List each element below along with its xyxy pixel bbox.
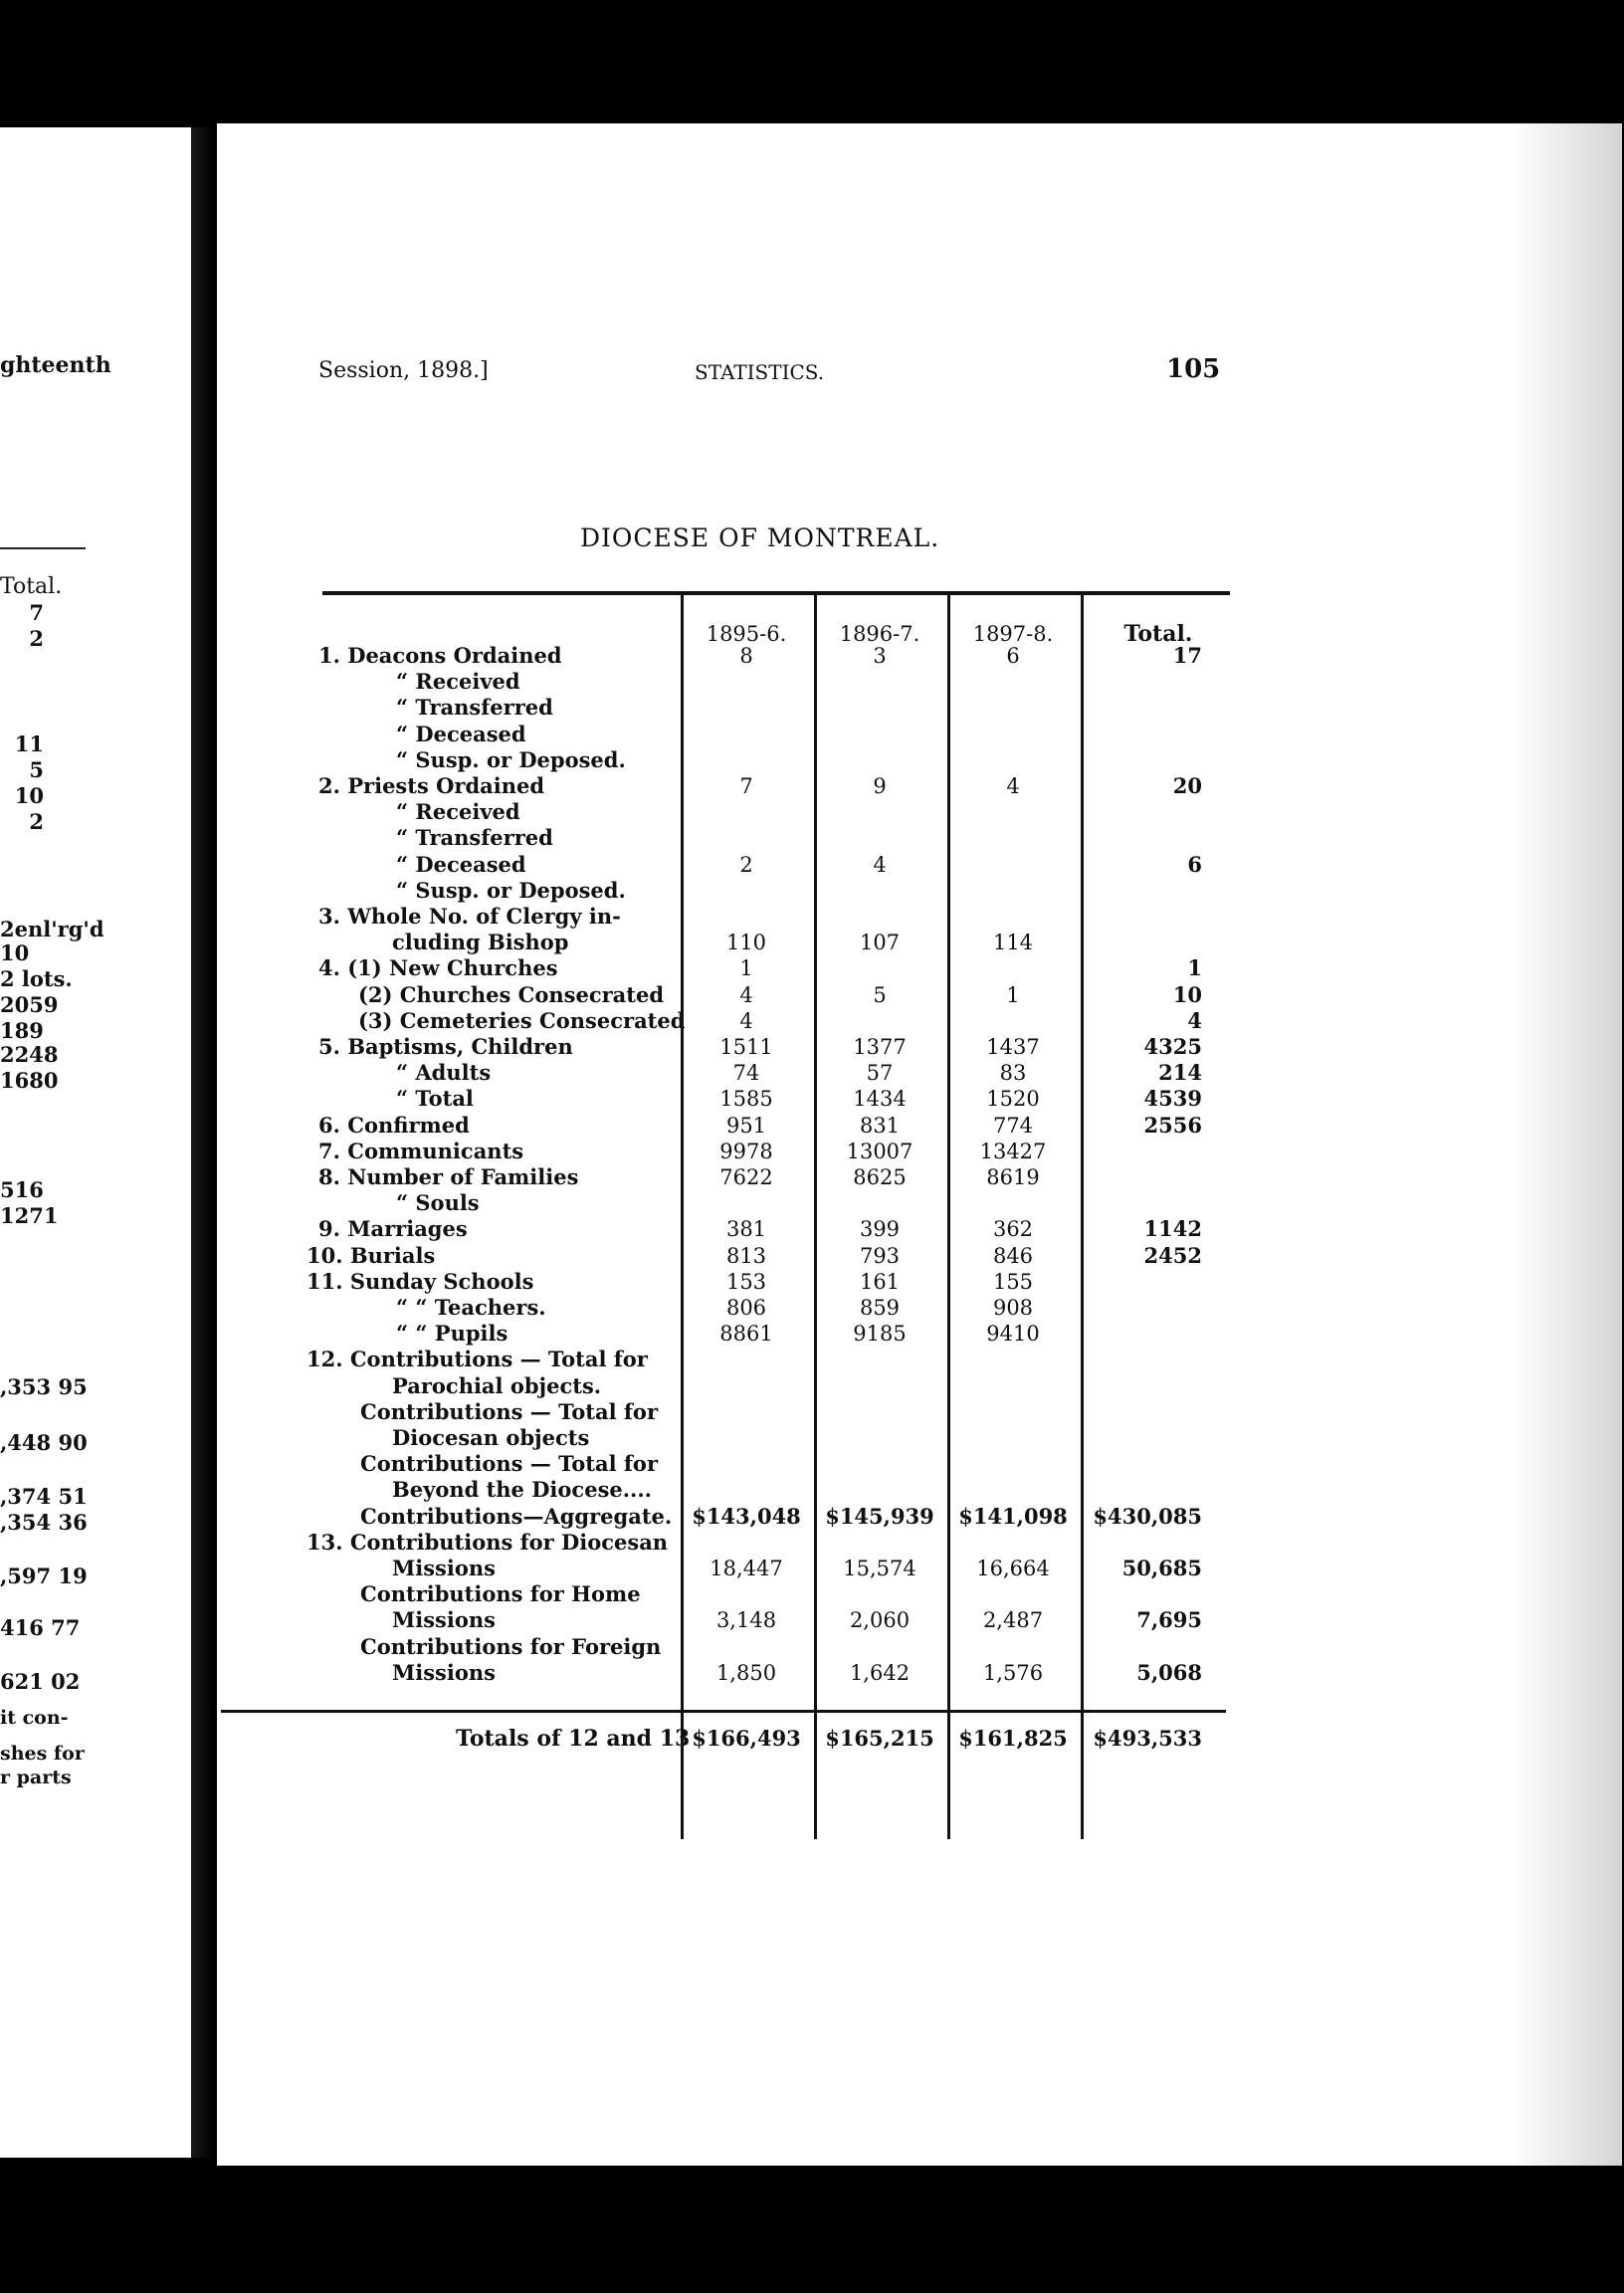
row-value: 107: [859, 931, 901, 955]
row-value: 4: [1006, 774, 1020, 798]
row-value: 6: [1187, 851, 1202, 877]
column-header: 1897-8.: [972, 622, 1054, 646]
row-value: 831: [859, 1113, 901, 1138]
left-money-value: ,597 19: [0, 1563, 88, 1588]
row-value: 13007: [846, 1139, 914, 1163]
row-value: 83: [999, 1061, 1027, 1086]
column-rule: [947, 595, 950, 1839]
row-value: 5,068: [1136, 1659, 1202, 1685]
row-value: 153: [725, 1269, 767, 1294]
row-value: 1,642: [849, 1660, 911, 1685]
row-value: 74: [732, 1061, 760, 1086]
row-value: 1520: [986, 1087, 1040, 1112]
row-label: “ Susp. or Deposed.: [396, 746, 626, 772]
row-value: 8: [739, 644, 753, 668]
row-value: 793: [859, 1243, 901, 1268]
row-value: 1: [739, 956, 753, 981]
row-label: 1. Deacons Ordained: [318, 643, 562, 668]
row-value: 17: [1172, 643, 1202, 668]
row-value: 20: [1172, 773, 1202, 798]
totals-value: $493,533: [1093, 1726, 1202, 1751]
page-edge-shadow: [1511, 123, 1622, 2166]
row-label: Parochial objects.: [392, 1372, 602, 1398]
row-label: “ “ Teachers.: [396, 1295, 546, 1320]
row-value: 161: [859, 1269, 901, 1294]
row-value: 2: [739, 852, 753, 877]
row-label: 11. Sunday Schools: [306, 1268, 534, 1294]
row-label: 7. Communicants: [318, 1138, 524, 1163]
left-value: 2: [29, 626, 44, 651]
row-label: Contributions — Total for: [360, 1398, 659, 1424]
row-value: 3,148: [715, 1608, 777, 1633]
row-value: 1,576: [982, 1660, 1044, 1685]
row-label: 10. Burials: [306, 1242, 436, 1268]
table-top-rule: [322, 591, 1230, 595]
left-value: 2248: [0, 1042, 59, 1067]
row-value: $430,085: [1093, 1503, 1202, 1529]
row-value: 908: [992, 1296, 1034, 1320]
row-label: 4. (1) New Churches: [318, 955, 558, 981]
row-value: 381: [725, 1217, 767, 1242]
left-money-value: ,354 36: [0, 1510, 88, 1535]
row-label: 9. Marriages: [318, 1216, 468, 1242]
row-value: 859: [859, 1296, 901, 1320]
totals-label: Totals of 12 and 13: [456, 1726, 691, 1752]
row-value: 114: [992, 931, 1034, 955]
row-value: 1: [1006, 982, 1020, 1007]
row-label: 8. Number of Families: [318, 1164, 579, 1189]
row-value: 774: [992, 1113, 1034, 1138]
row-label: 13. Contributions for Diocesan: [306, 1529, 669, 1555]
row-value: 10: [1172, 981, 1202, 1007]
column-rule: [1081, 591, 1084, 1839]
left-money-value: 621 02: [0, 1669, 81, 1694]
column-header: 1896-7.: [839, 622, 920, 646]
row-value: $143,048: [692, 1503, 801, 1529]
row-label: “ Transferred: [396, 825, 553, 851]
row-label: 6. Confirmed: [318, 1112, 470, 1138]
row-label: “ Souls: [396, 1190, 480, 1216]
left-value: 516: [0, 1177, 44, 1202]
row-value: $141,098: [958, 1503, 1068, 1529]
row-value: 2556: [1143, 1112, 1202, 1138]
row-label: 2. Priests Ordained: [318, 773, 545, 798]
left-money-value: 416 77: [0, 1615, 81, 1640]
row-label: (3) Cemeteries Consecrated: [358, 1007, 686, 1033]
row-label: 5. Baptisms, Children: [318, 1034, 573, 1059]
row-value: 7,695: [1136, 1607, 1202, 1633]
row-label: Contributions for Home: [360, 1581, 641, 1607]
row-value: 846: [992, 1243, 1034, 1268]
row-value: 1377: [853, 1035, 907, 1059]
row-value: 1: [1187, 955, 1202, 981]
row-value: 4: [873, 852, 887, 877]
row-value: 2452: [1143, 1242, 1202, 1268]
row-label: “ Received: [396, 669, 520, 695]
row-value: 18,447: [710, 1557, 783, 1580]
row-value: 7622: [719, 1165, 773, 1189]
row-value: 1434: [853, 1087, 907, 1112]
left-money-value: ,448 90: [0, 1430, 88, 1455]
row-value: 1585: [719, 1087, 773, 1112]
row-value: 813: [725, 1243, 767, 1268]
left-value: 1680: [0, 1068, 59, 1093]
row-label: Missions: [392, 1659, 496, 1685]
left-value: 7: [29, 600, 44, 625]
row-value: 8619: [986, 1165, 1040, 1189]
row-label: “ Transferred: [396, 695, 553, 721]
row-label: 3. Whole No. of Clergy in-: [318, 904, 621, 929]
row-value: 57: [866, 1061, 894, 1086]
column-rule: [814, 595, 817, 1839]
row-label: Contributions for Foreign: [360, 1633, 662, 1659]
row-value: 951: [725, 1113, 767, 1138]
left-value: 1271: [0, 1203, 59, 1228]
row-value: 1142: [1143, 1216, 1202, 1242]
left-money-value: ,353 95: [0, 1374, 88, 1399]
left-value: 5: [29, 757, 44, 782]
row-value: 155: [992, 1269, 1034, 1294]
column-rule: [681, 595, 684, 1839]
left-value: 10: [14, 783, 44, 808]
running-head-session: Session, 1898.]: [318, 358, 489, 383]
row-value: 15,574: [843, 1557, 916, 1580]
row-value: 5: [873, 982, 887, 1007]
column-header: 1895-6.: [706, 622, 787, 646]
row-label: “ Total: [396, 1086, 474, 1112]
row-value: 362: [992, 1217, 1034, 1242]
row-label: Diocesan objects: [392, 1425, 590, 1450]
row-value: 8861: [719, 1322, 773, 1347]
left-value: 2: [29, 809, 44, 834]
row-value: 50,685: [1121, 1556, 1202, 1580]
row-value: 3: [873, 644, 887, 668]
row-value: 8625: [853, 1165, 907, 1189]
row-value: 16,664: [976, 1557, 1050, 1580]
row-value: 9: [873, 774, 887, 798]
row-value: 9410: [986, 1322, 1040, 1347]
row-value: $145,939: [825, 1503, 934, 1529]
row-label: “ Adults: [396, 1060, 492, 1086]
left-footer-text: it con-: [0, 1707, 69, 1729]
row-label: cluding Bishop: [392, 930, 569, 955]
row-value: 110: [725, 931, 767, 955]
page-title: DIOCESE OF MONTREAL.: [580, 523, 940, 552]
row-value: 4: [1187, 1007, 1202, 1033]
running-head-section: STATISTICS.: [695, 360, 825, 384]
left-rule: [0, 547, 86, 549]
row-label: Contributions — Total for: [360, 1451, 659, 1477]
left-value: 11: [14, 731, 44, 756]
row-label: Contributions—Aggregate.: [360, 1503, 673, 1529]
column-header: Total.: [1123, 621, 1193, 647]
row-label: Missions: [392, 1556, 496, 1580]
left-value: 2 lots.: [0, 966, 73, 991]
left-running-head: ghteenth: [0, 352, 111, 378]
page-number: 105: [1166, 354, 1221, 384]
totals-value: $166,493: [692, 1726, 801, 1751]
row-label: Beyond the Diocese....: [392, 1477, 652, 1503]
row-label: “ Deceased: [396, 851, 526, 877]
row-value: 806: [725, 1296, 767, 1320]
row-value: 1511: [719, 1035, 773, 1059]
row-label: 12. Contributions — Total for: [306, 1347, 648, 1372]
left-footer-text: shes for: [0, 1743, 85, 1765]
row-label: “ Susp. or Deposed.: [396, 877, 626, 903]
totals-rule: [221, 1710, 1226, 1713]
row-value: 2,060: [849, 1608, 911, 1633]
row-label: “ Received: [396, 799, 520, 825]
right-page: [217, 123, 1622, 2166]
left-footer-text: r parts: [0, 1767, 72, 1788]
row-value: 2,487: [982, 1608, 1044, 1633]
row-value: 214: [1158, 1060, 1202, 1086]
row-value: 9978: [719, 1139, 773, 1163]
left-value: 2enl'rg'd: [0, 917, 104, 941]
row-value: 6: [1006, 644, 1020, 668]
left-col-header: Total.: [0, 574, 63, 599]
row-value: 4: [739, 1008, 753, 1033]
row-value: 4325: [1143, 1034, 1202, 1059]
left-value: 2059: [0, 992, 59, 1017]
row-label: Missions: [392, 1607, 496, 1633]
row-label: “ “ Pupils: [396, 1321, 508, 1347]
row-value: 399: [859, 1217, 901, 1242]
row-label: (2) Churches Consecrated: [358, 981, 665, 1007]
left-value: 189: [0, 1018, 44, 1043]
row-value: 1437: [986, 1035, 1040, 1059]
row-value: 4539: [1143, 1086, 1202, 1112]
row-value: 9185: [853, 1322, 907, 1347]
row-value: 1,850: [715, 1660, 777, 1685]
page-gutter: [191, 127, 213, 2158]
left-page: [0, 127, 191, 2158]
left-value: 10: [0, 940, 30, 965]
row-value: 7: [739, 774, 753, 798]
row-value: 13427: [979, 1139, 1047, 1163]
row-value: 4: [739, 982, 753, 1007]
left-money-value: ,374 51: [0, 1484, 88, 1509]
totals-value: $165,215: [825, 1726, 934, 1751]
totals-value: $161,825: [958, 1726, 1068, 1751]
row-label: “ Deceased: [396, 721, 526, 746]
